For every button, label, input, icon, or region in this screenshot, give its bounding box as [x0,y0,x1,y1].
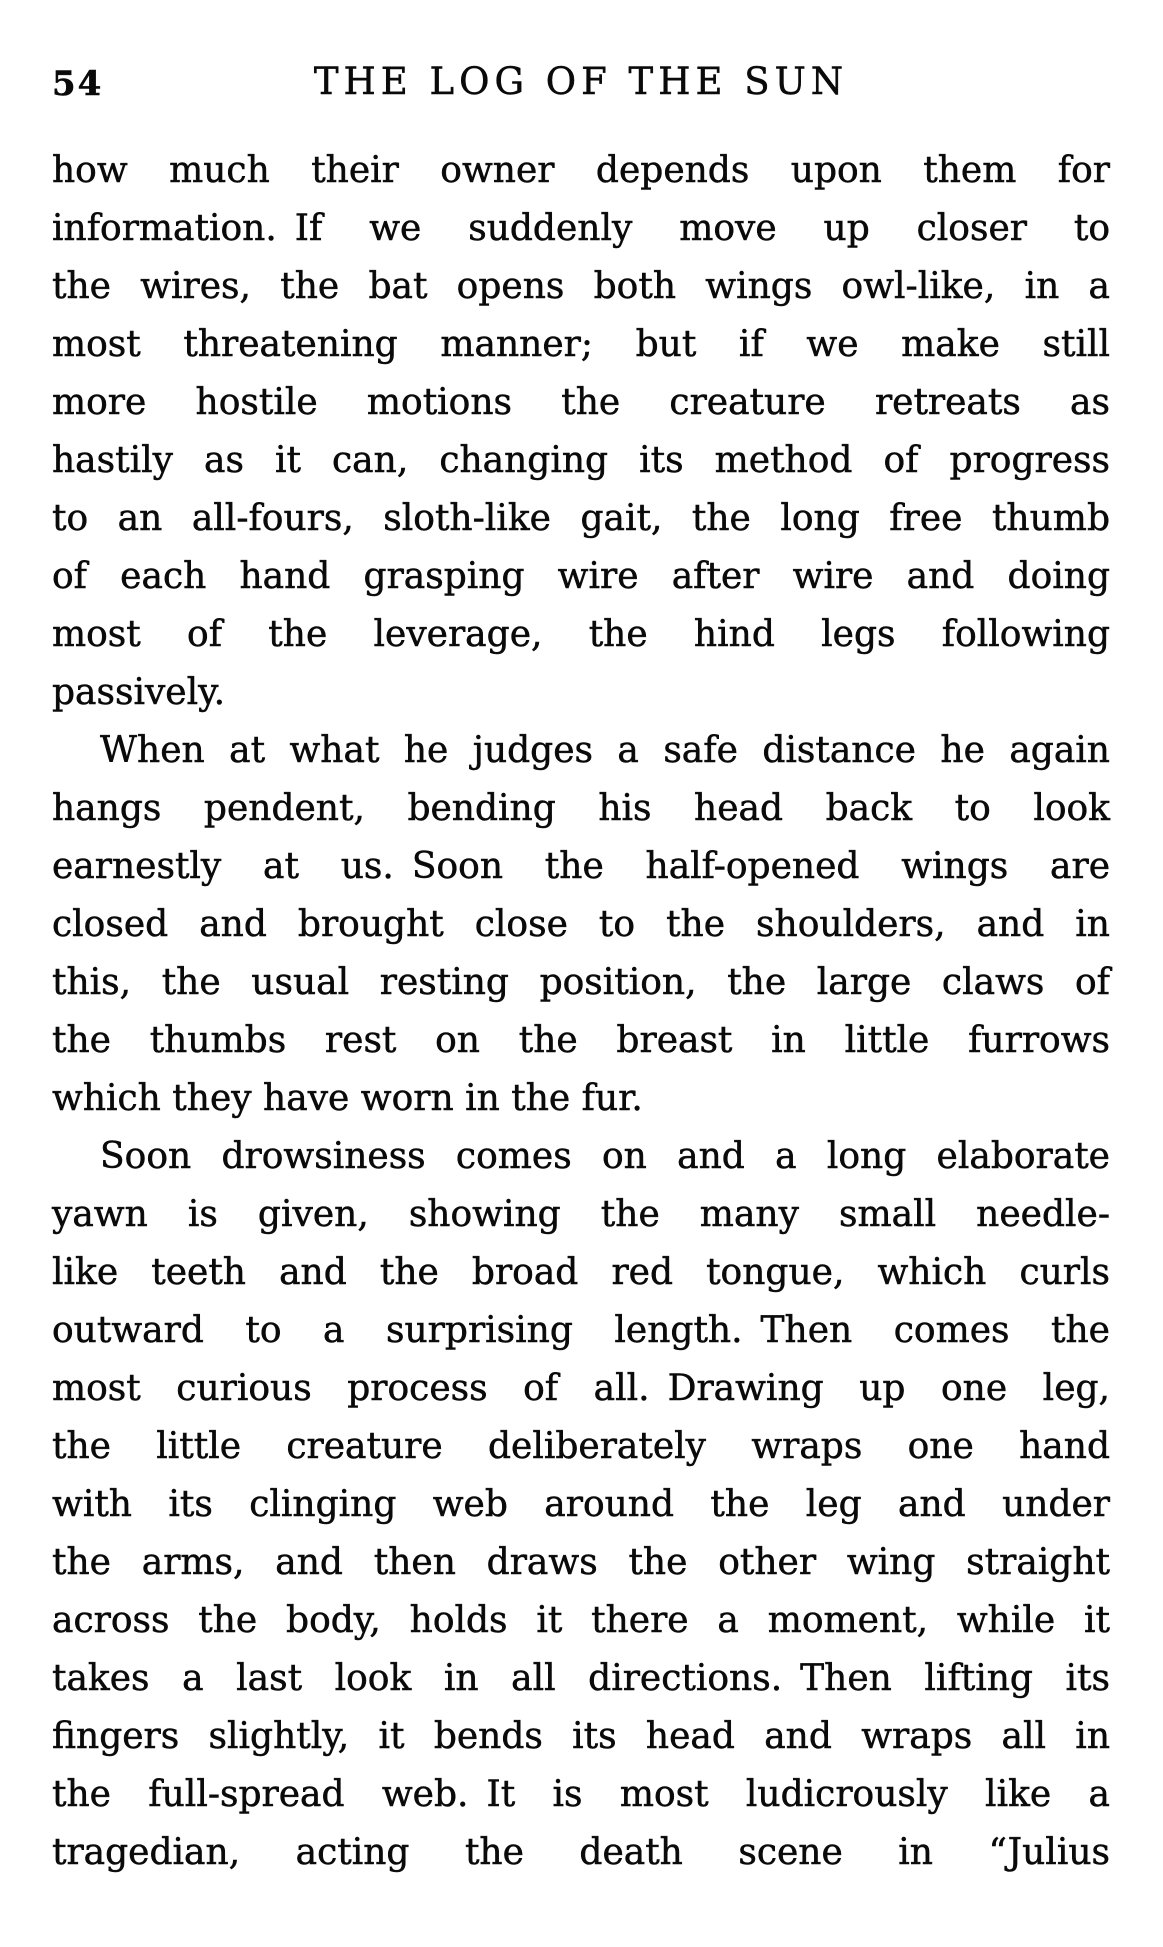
text-line: passively. [52,672,226,713]
text-line: hangs pendent, bending his head back to look [52,788,1110,829]
text-line: the full-spread web. It is most ludicrously like a [52,1774,1110,1815]
text-line: most of the leverage, the hind legs following [52,614,1110,655]
text-line: takes a last look in all directions. Then lifting its [52,1658,1110,1699]
text-line: earnestly at us. Soon the half-opened wings are [52,846,1110,887]
text-line: more hostile motions the creature retreats as [52,382,1110,423]
text-line: to an all-fours, sloth-like gait, the long free thumb [52,498,1110,539]
text-line: hastily as it can, changing its method of progress [52,440,1110,481]
text-line: the thumbs rest on the breast in little furrows [52,1020,1110,1061]
page-header [52,60,1110,106]
body-text [52,142,1110,1882]
text-line: fingers slightly, it bends its head and wraps all in [52,1716,1110,1757]
text-line: which they have worn in the fur. [52,1078,643,1119]
text-line: outward to a surprising length. Then comes the [52,1310,1110,1351]
text-line: like teeth and the broad red tongue, which curls [52,1252,1110,1293]
text-line: with its clinging web around the leg and under [52,1484,1110,1525]
text-line: the little creature deliberately wraps one hand [52,1426,1110,1467]
running-title: THE LOG OF THE SUN [313,60,849,103]
text-line: Soon drowsiness comes on and a long elaborate [100,1136,1110,1177]
text-line: When at what he judges a safe distance he again [100,730,1110,771]
text-line: closed and brought close to the shoulders, and in [52,904,1110,945]
text-line: information. If we suddenly move up closer to [52,208,1110,249]
page-number: 54 [52,64,104,104]
text-line: across the body, holds it there a moment, while it [52,1600,1110,1641]
text-line: this, the usual resting position, the large claws of [52,962,1110,1003]
text-line: tragedian, acting the death scene in “Julius [52,1832,1110,1873]
text-line: yawn is given, showing the many small needle- [52,1194,1110,1235]
text-line: most curious process of all. Drawing up one leg, [52,1368,1110,1409]
text-line: of each hand grasping wire after wire and doing [52,556,1110,597]
text-line: the arms, and then draws the other wing straight [52,1542,1110,1583]
text-line: most threatening manner; but if we make still [52,324,1110,365]
text-line: the wires, the bat opens both wings owl-like, in a [52,266,1110,307]
text-line: how much their owner depends upon them for [52,150,1110,191]
